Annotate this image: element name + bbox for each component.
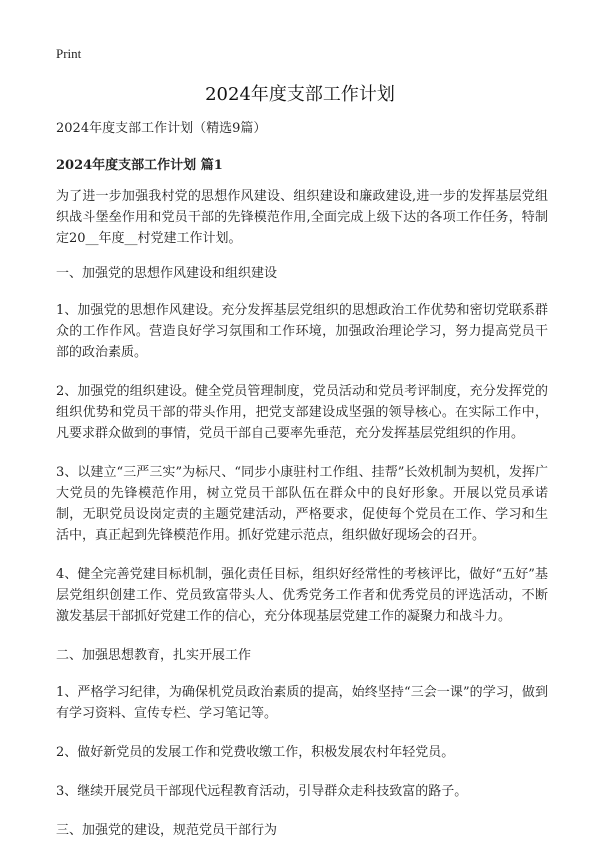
heading-part-2: 二、加强思想教育，扎实开展工作 bbox=[56, 648, 252, 663]
document-body bbox=[56, 118, 548, 859]
paragraph-intro: 为了进一步加强我村党的思想作风建设、组织建设和廉政建设,进一步的发挥基层党组织战斗堡垒作用和党员干部的先锋模范作用,全面完成上级下达的各项工作任务，特制定20__年度__村党建工作计划。 bbox=[56, 189, 548, 246]
paragraph-1-1: 1、加强党的思想作风建设。充分发挥基层党组织的思想政治工作优势和密切党联系群众的工作作风。营造良好学习氛围和工作环境，加强政治理论学习，努力提高党员干部的政治素质。 bbox=[56, 303, 548, 360]
section-heading: 2024年度支部工作计划 篇1 bbox=[56, 158, 223, 173]
paragraph-2-3: 3、继续开展党员干部现代远程教育活动，引导群众走科技致富的路子。 bbox=[56, 784, 468, 799]
heading-part-1: 一、加强党的思想作风建设和组织建设 bbox=[56, 266, 278, 281]
document-subtitle: 2024年度支部工作计划（精选9篇） bbox=[56, 121, 267, 136]
paragraph-2-2: 2、做好新党员的发展工作和党费收缴工作，积极发展农村年轻党员。 bbox=[56, 745, 455, 760]
heading-part-3: 三、加强党的建设，规范党员干部行为 bbox=[56, 823, 278, 838]
paragraph-1-2: 2、加强党的组织建设。健全党员管理制度，党员活动和党员考评制度，充分发挥党的组织优势和党员干部的带头作用，把党支部建设成坚强的领导核心。在实际工作中，凡要求群众做到的事情，党员干部自己要率先垂范，充分发挥基层党组织的作用。 bbox=[56, 384, 548, 441]
paragraph-2-1: 1、严格学习纪律，为确保机党员政治素质的提高，始终坚持“三会一课”的学习，做到有学习资料、宣传专栏、学习笔记等。 bbox=[56, 685, 548, 721]
print-link[interactable]: Print bbox=[56, 46, 82, 61]
paragraph-1-3: 3、以建立“三严三实”为标尺、“同步小康驻村工作组、挂帮”长效机制为契机，发挥广大党员的先锋模范作用，树立党员干部队伍在群众中的良好形象。开展以党员承诺制，无职党员设岗定责的主题党建活动，严格要求，促使每个党员在工作、学习和生活中，真正起到先锋模范作用。抓好党建示范点，组织做好现场会的召开。 bbox=[56, 465, 548, 543]
paragraph-1-4: 4、健全完善党建目标机制，强化责任目标，组织好经常性的考核评比，做好“五好”基层党组织创建工作、党员致富带头人、优秀党务工作者和优秀党员的评选活动，不断激发基层干部抓好党建工作的信心，充分体现基层党建工作的凝聚力和战斗力。 bbox=[56, 567, 548, 624]
page-title: 2024年度支部工作计划 bbox=[205, 84, 395, 105]
